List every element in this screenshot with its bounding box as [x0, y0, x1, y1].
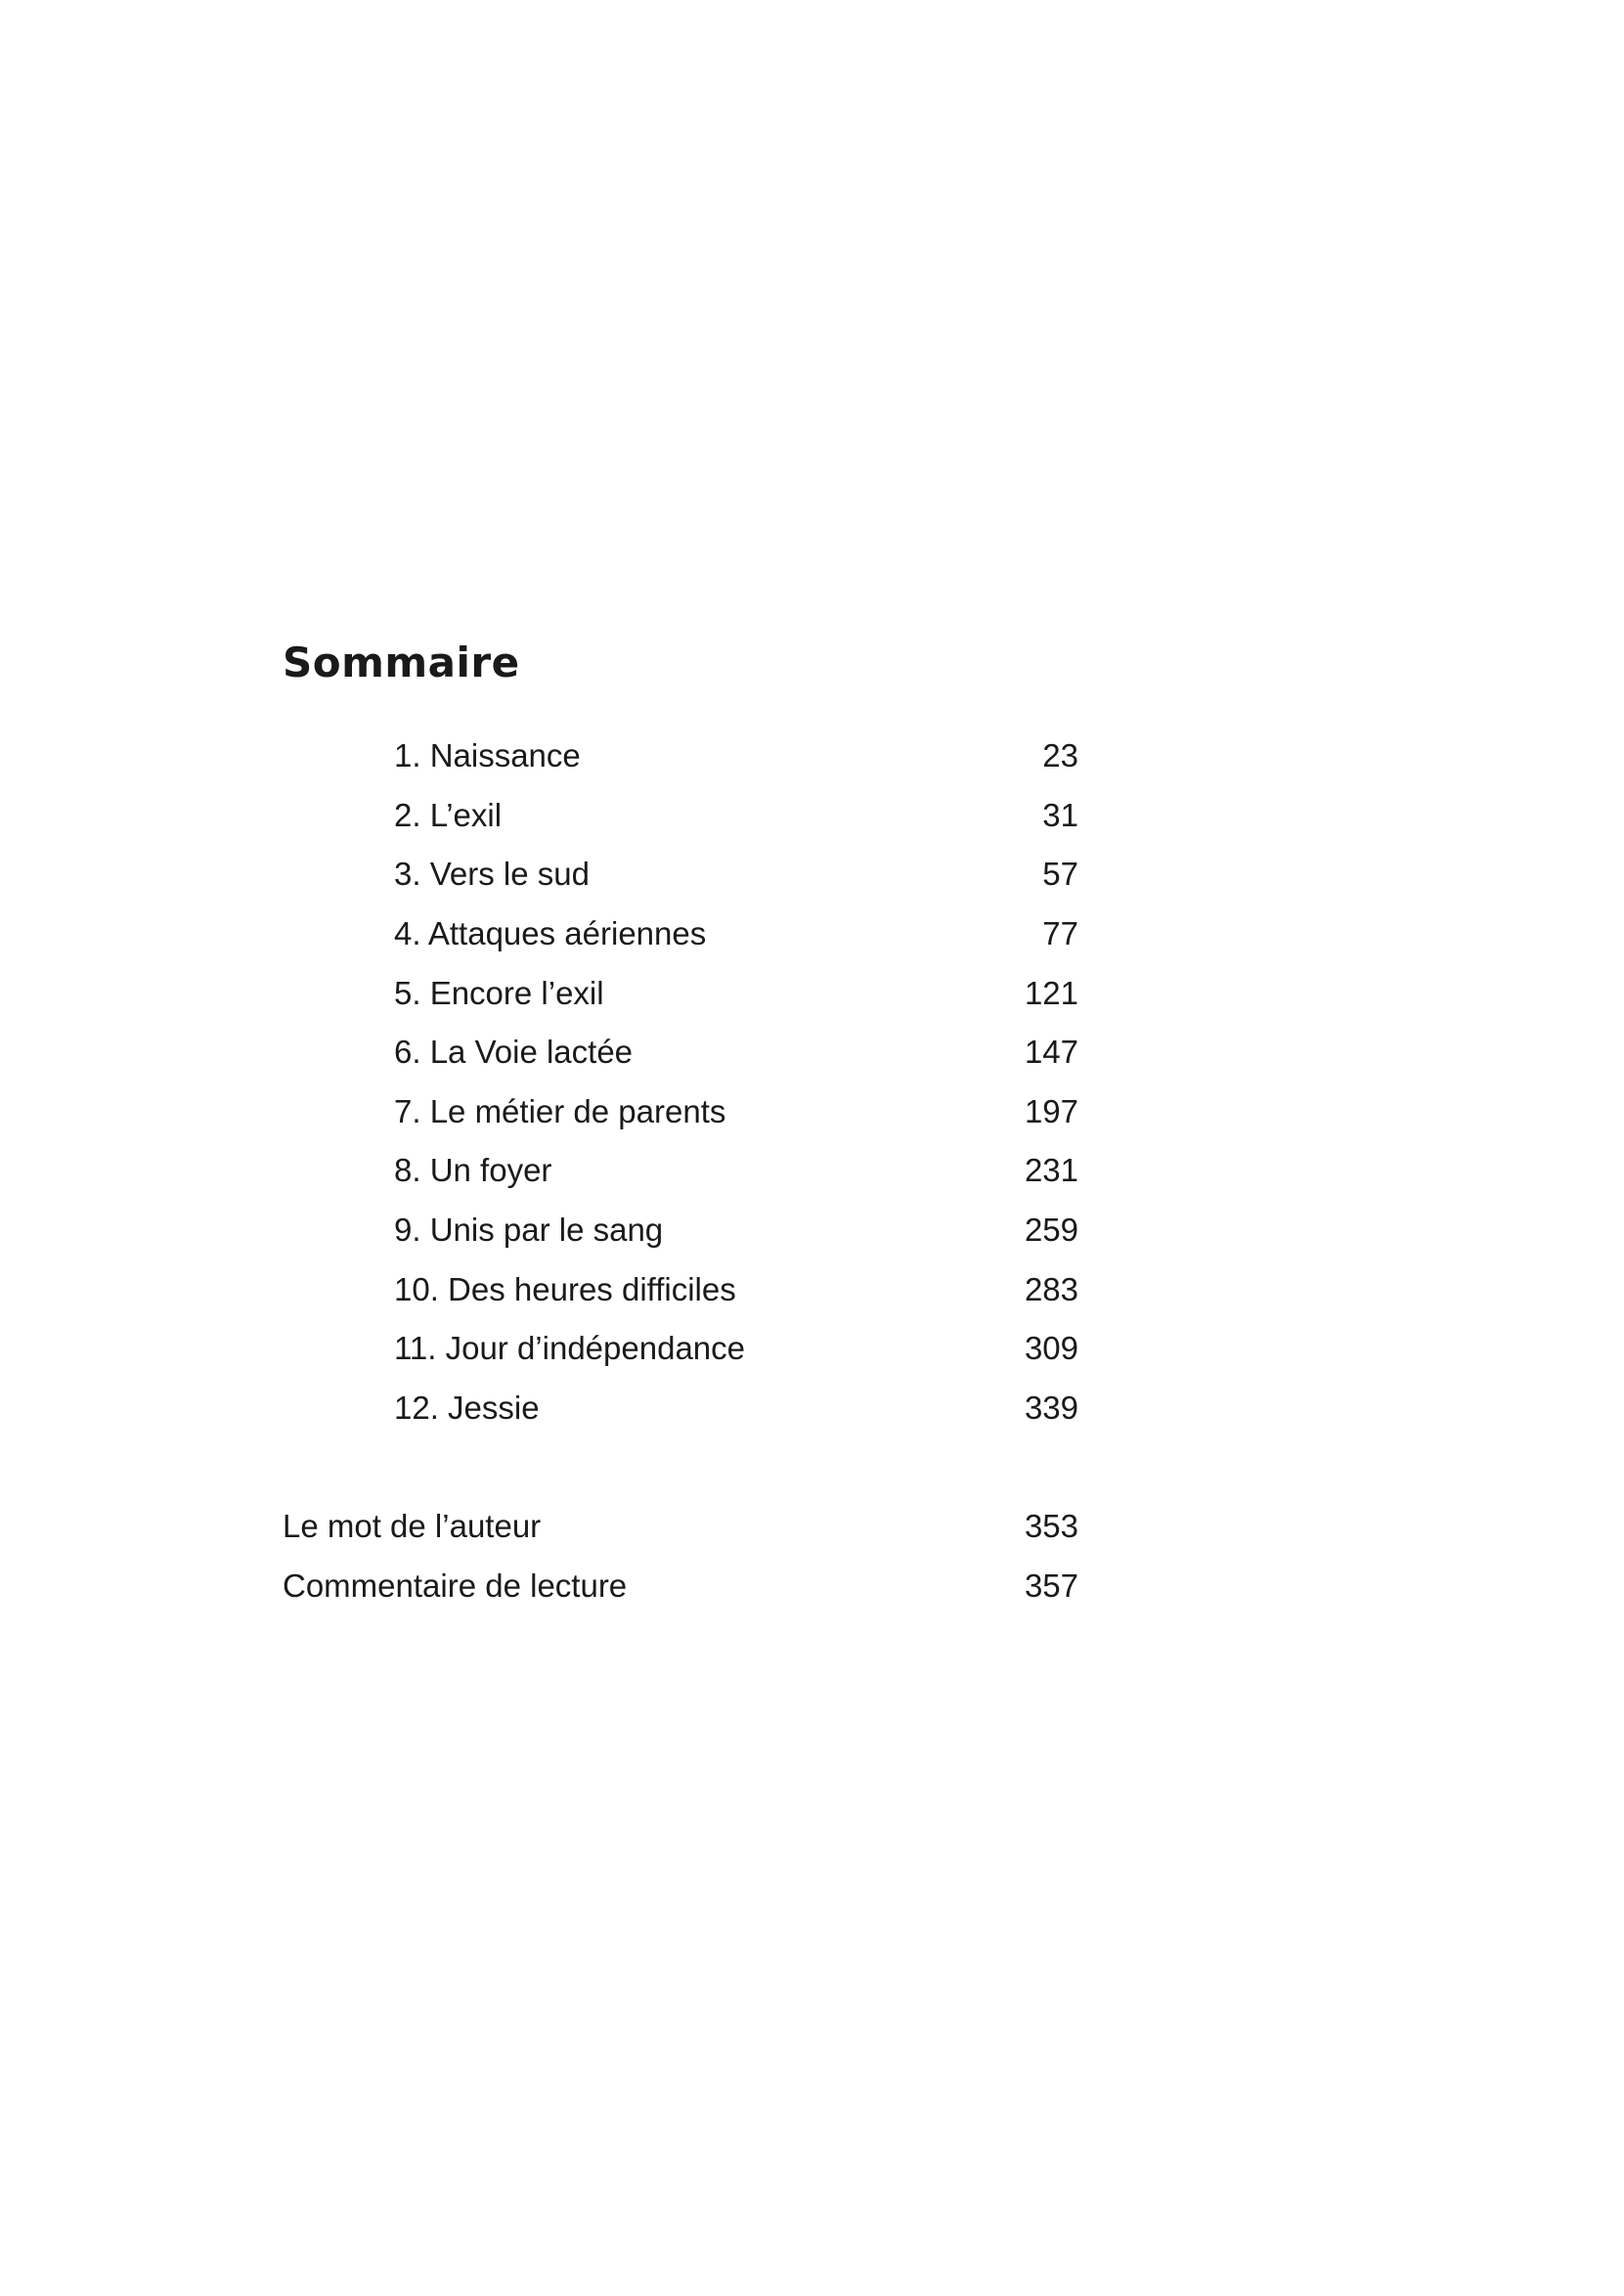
toc-entry-page: 353 — [1024, 1508, 1078, 1545]
toc-entry-author-note[interactable] — [283, 1497, 1078, 1557]
toc-entry-chapter-7[interactable] — [394, 1082, 1078, 1142]
toc-entry-chapter-5[interactable] — [394, 963, 1078, 1023]
toc-entry-chapter-12[interactable] — [394, 1379, 1078, 1438]
toc-entry-reading-commentary[interactable] — [283, 1557, 1078, 1616]
toc-entry-label: 6. La Voie lactée — [394, 1034, 634, 1071]
toc-entry-page: 147 — [1024, 1034, 1078, 1071]
toc-entry-page: 259 — [1024, 1212, 1078, 1249]
toc-entry-page: 121 — [1024, 974, 1078, 1011]
chapter-list — [394, 727, 1078, 1437]
toc-entry-label: 8. Un foyer — [394, 1152, 552, 1189]
toc-entry-page: 283 — [1024, 1270, 1078, 1307]
toc-entry-page: 31 — [1042, 796, 1078, 833]
toc-entry-page: 23 — [1042, 737, 1078, 774]
toc-entry-label: 11. Jour d’indépendance — [394, 1330, 746, 1367]
toc-entry-page: 357 — [1024, 1567, 1078, 1604]
toc-entry-page: 77 — [1042, 915, 1078, 952]
toc-entry-label: 10. Des heures difficiles — [394, 1270, 736, 1307]
toc-entry-chapter-6[interactable] — [394, 1023, 1078, 1082]
toc-entry-chapter-11[interactable] — [394, 1319, 1078, 1379]
toc-entry-label: 1. Naissance — [394, 737, 581, 774]
toc-entry-label: 5. Encore l’exil — [394, 974, 604, 1011]
toc-entry-label: 9. Unis par le sang — [394, 1212, 664, 1249]
toc-entry-label: 7. Le métier de parents — [394, 1092, 726, 1129]
toc-entry-label: 12. Jessie — [394, 1389, 540, 1426]
toc-entry-chapter-9[interactable] — [394, 1201, 1078, 1260]
toc-entry-label: Le mot de l’auteur — [283, 1508, 542, 1545]
toc-entry-page: 231 — [1024, 1152, 1078, 1189]
toc-entry-page: 309 — [1024, 1330, 1078, 1367]
toc-entry-page: 57 — [1042, 856, 1078, 893]
toc-entry-chapter-10[interactable] — [394, 1259, 1078, 1319]
toc-entry-label: Commentaire de lecture — [283, 1567, 628, 1604]
toc-entry-label: 3. Vers le sud — [394, 856, 590, 893]
toc-title: Sommaire — [283, 639, 520, 686]
toc-entry-chapter-3[interactable] — [394, 845, 1078, 905]
toc-entry-page: 197 — [1024, 1092, 1078, 1129]
toc-entry-label: 4. Attaques aériennes — [394, 915, 707, 952]
toc-entry-chapter-2[interactable] — [394, 786, 1078, 846]
back-matter-list — [283, 1497, 1078, 1615]
toc-entry-label: 2. L’exil — [394, 796, 503, 833]
toc-entry-chapter-8[interactable] — [394, 1141, 1078, 1201]
toc-entry-page: 339 — [1024, 1389, 1078, 1426]
toc-entry-chapter-4[interactable] — [394, 905, 1078, 964]
toc-entry-chapter-1[interactable] — [394, 727, 1078, 786]
